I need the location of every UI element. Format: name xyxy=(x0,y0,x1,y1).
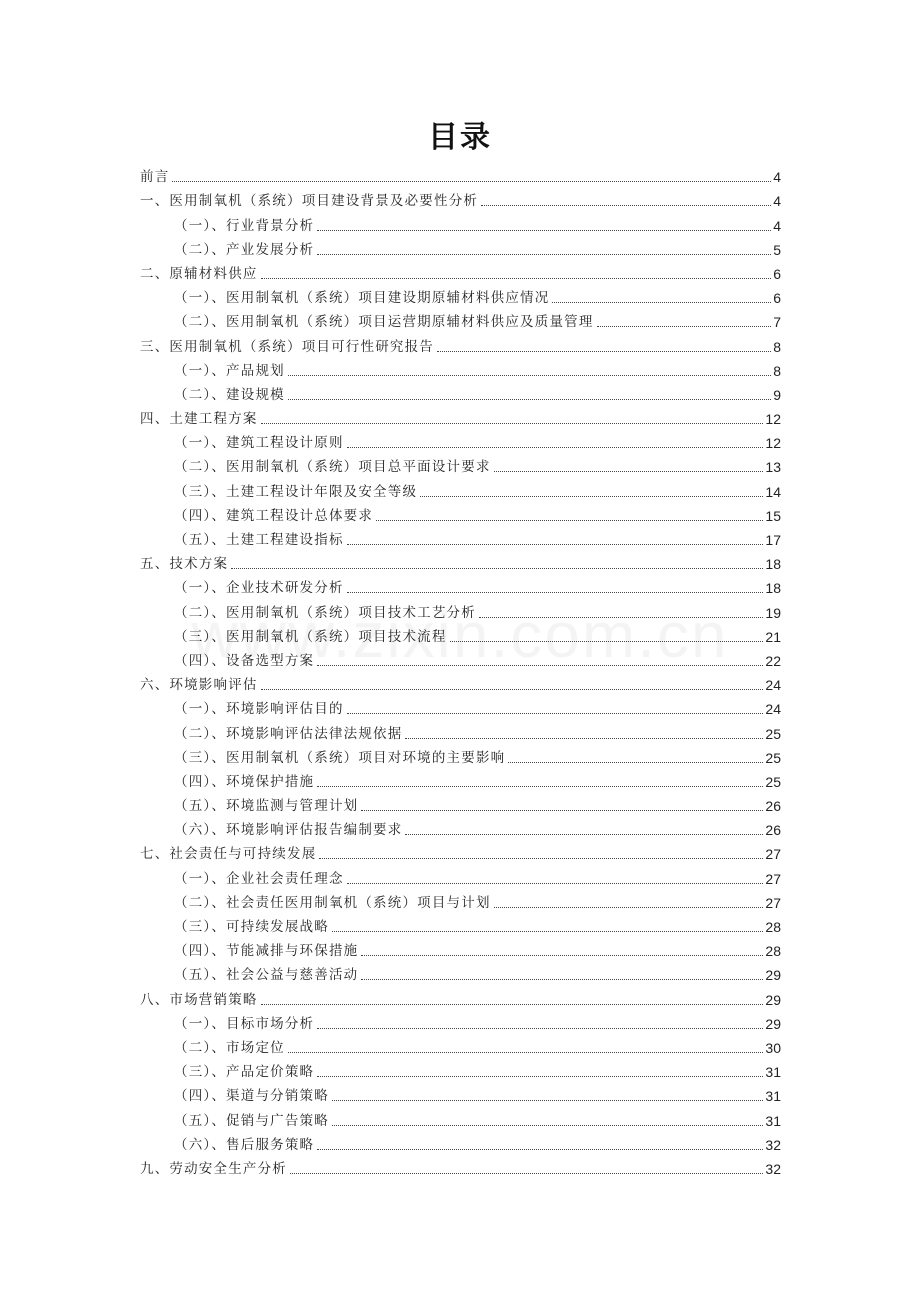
dot-leader xyxy=(494,470,764,472)
toc-subentry[interactable] xyxy=(140,1081,781,1105)
toc-page-number: 19 xyxy=(765,604,781,621)
toc-page-number: 18 xyxy=(765,556,781,573)
toc-page-number: 8 xyxy=(773,338,781,355)
toc-entry[interactable] xyxy=(140,331,781,355)
dot-leader xyxy=(290,1172,763,1174)
toc-page-number: 21 xyxy=(765,628,781,645)
toc-subentry[interactable] xyxy=(140,356,781,380)
dot-leader xyxy=(508,761,763,763)
dot-leader xyxy=(317,229,771,231)
toc-subentry[interactable] xyxy=(140,573,781,597)
toc-entry-label: 一、医用制氧机（系统）项目建设背景及必要性分析 xyxy=(140,193,479,210)
toc-page-number: 29 xyxy=(765,1015,781,1032)
dot-leader xyxy=(317,785,763,787)
dot-leader xyxy=(361,954,763,956)
toc-subentry[interactable] xyxy=(140,428,781,452)
dot-leader xyxy=(552,301,771,303)
toc-page-number: 28 xyxy=(765,919,781,935)
dot-leader xyxy=(347,712,764,714)
dot-leader xyxy=(405,737,763,739)
toc-entry-label: 九、劳动安全生产分析 xyxy=(140,1160,287,1177)
toc-subentry[interactable] xyxy=(140,1009,781,1033)
toc-subentry[interactable] xyxy=(140,452,781,476)
toc-entry-label: （四）、渠道与分销策略 xyxy=(174,1088,329,1105)
toc-page-number: 30 xyxy=(765,1039,781,1056)
toc-entry[interactable] xyxy=(140,984,781,1008)
toc-entry[interactable] xyxy=(140,259,781,283)
toc-entry-label: （一）、目标市场分析 xyxy=(174,1015,315,1032)
dot-leader xyxy=(288,374,771,376)
dot-leader xyxy=(317,1148,763,1150)
toc-page-number: 6 xyxy=(773,265,781,282)
toc-page-number: 6 xyxy=(773,290,781,307)
toc-entry[interactable] xyxy=(140,839,781,863)
toc-page-number: 17 xyxy=(765,532,781,548)
toc-subentry[interactable] xyxy=(140,694,781,718)
dot-leader xyxy=(317,664,763,666)
toc-entry-label: （五）、土建工程建设指标 xyxy=(174,532,344,548)
toc-subentry[interactable] xyxy=(140,646,781,670)
toc-page-number: 13 xyxy=(765,459,781,476)
toc-subentry[interactable] xyxy=(140,1130,781,1154)
toc-entry-label: （一）、企业技术研发分析 xyxy=(174,580,344,597)
toc-page-number: 4 xyxy=(773,217,781,234)
toc-subentry[interactable] xyxy=(140,791,781,815)
toc-page-number: 12 xyxy=(765,435,781,452)
toc-entry[interactable] xyxy=(140,186,781,210)
toc-page-number: 26 xyxy=(765,822,781,839)
toc-page-number: 9 xyxy=(773,386,781,403)
toc-page-number: 31 xyxy=(765,1064,781,1081)
dot-leader xyxy=(332,1124,763,1126)
toc-entry-label: （六）、环境影响评估报告编制要求 xyxy=(174,822,403,839)
toc-page-number: 28 xyxy=(765,943,781,960)
dot-leader xyxy=(261,1003,764,1005)
toc-entry-label: （五）、环境监测与管理计划 xyxy=(174,798,359,815)
dot-leader xyxy=(437,350,771,352)
toc-subentry[interactable] xyxy=(140,743,781,767)
dot-leader xyxy=(288,1051,764,1053)
toc-entry-label: （五）、促销与广告策略 xyxy=(174,1112,329,1129)
toc-page-number: 25 xyxy=(765,773,781,790)
dot-leader xyxy=(317,253,771,255)
toc-subentry[interactable] xyxy=(140,767,781,791)
toc-entry-label: （四）、节能减排与环保措施 xyxy=(174,943,359,960)
toc-entry-label: （一）、企业社会责任理念 xyxy=(174,870,344,887)
dot-leader xyxy=(172,180,771,182)
toc-entry-label: （一）、建筑工程设计原则 xyxy=(174,435,344,452)
dot-leader xyxy=(261,277,772,279)
toc-page-number: 32 xyxy=(765,1160,781,1177)
toc-entry-label: （二）、建设规模 xyxy=(174,386,285,403)
toc-entry-label: （六）、售后服务策略 xyxy=(174,1136,315,1153)
toc-subentry[interactable] xyxy=(140,888,781,912)
toc-page-number: 7 xyxy=(773,314,781,331)
dot-leader xyxy=(347,446,764,448)
table-of-contents xyxy=(140,162,781,1178)
toc-subentry[interactable] xyxy=(140,1057,781,1081)
toc-entry-label: （二）、医用制氧机（系统）项目运营期原辅材料供应及质量管理 xyxy=(174,314,594,331)
toc-entry[interactable] xyxy=(140,670,781,694)
toc-entry-label: （三）、土建工程设计年限及安全等级 xyxy=(174,483,418,500)
toc-entry-label: （三）、医用制氧机（系统）项目对环境的主要影响 xyxy=(174,749,506,766)
toc-entry-label: 二、原辅材料供应 xyxy=(140,265,258,282)
toc-entry-label: （一）、产品规划 xyxy=(174,362,285,379)
toc-entry[interactable] xyxy=(140,404,781,428)
toc-subentry[interactable] xyxy=(140,718,781,742)
toc-page-number: 29 xyxy=(765,967,781,984)
dot-leader xyxy=(317,1027,763,1029)
dot-leader xyxy=(347,543,764,545)
toc-entry-label: 四、土建工程方案 xyxy=(140,411,258,428)
toc-entry-label: （一）、行业背景分析 xyxy=(174,217,315,234)
toc-entry-label: 前言 xyxy=(140,169,170,186)
toc-subentry[interactable] xyxy=(140,597,781,621)
toc-page-number: 32 xyxy=(765,1136,781,1153)
dot-leader xyxy=(231,567,763,569)
toc-page-number: 25 xyxy=(765,725,781,742)
toc-subentry[interactable] xyxy=(140,283,781,307)
dot-leader xyxy=(481,204,771,206)
dot-leader xyxy=(317,1075,763,1077)
toc-entry-label: （四）、建筑工程设计总体要求 xyxy=(174,507,374,524)
dot-leader xyxy=(494,906,764,908)
dot-leader xyxy=(479,616,763,618)
toc-page-number: 25 xyxy=(765,749,781,766)
toc-entry-label: （三）、可持续发展战略 xyxy=(174,919,329,935)
toc-page-number: 5 xyxy=(773,241,781,258)
dot-leader xyxy=(376,519,763,521)
toc-entry-label: （二）、医用制氧机（系统）项目总平面设计要求 xyxy=(174,459,491,476)
toc-subentry[interactable] xyxy=(140,1033,781,1057)
dot-leader xyxy=(361,809,763,811)
toc-page-number: 22 xyxy=(765,652,781,669)
toc-page-number: 24 xyxy=(765,701,781,718)
toc-subentry[interactable] xyxy=(140,476,781,500)
toc-entry-label: （四）、设备选型方案 xyxy=(174,652,315,669)
dot-leader xyxy=(261,422,764,424)
dot-leader xyxy=(420,495,763,497)
toc-entry-label: （三）、产品定价策略 xyxy=(174,1064,315,1081)
dot-leader xyxy=(450,640,764,642)
dot-leader xyxy=(288,398,771,400)
toc-page-number: 14 xyxy=(765,483,781,500)
toc-entry-label: （三）、医用制氧机（系统）项目技术流程 xyxy=(174,628,447,645)
toc-entry-label: （二）、环境影响评估法律法规依据 xyxy=(174,725,403,742)
toc-page-number: 31 xyxy=(765,1088,781,1105)
toc-page-number: 15 xyxy=(765,507,781,524)
dot-leader xyxy=(405,833,763,835)
toc-page-number: 31 xyxy=(765,1112,781,1129)
toc-entry-label: 六、环境影响评估 xyxy=(140,677,258,694)
toc-subentry[interactable] xyxy=(140,210,781,234)
dot-leader xyxy=(332,930,763,932)
toc-page-number: 8 xyxy=(773,362,781,379)
dot-leader xyxy=(261,688,764,690)
dot-leader xyxy=(361,978,763,980)
page-title: 目录 xyxy=(428,120,492,155)
toc-entry-label: （二）、社会责任医用制氧机（系统）项目与计划 xyxy=(174,894,491,911)
toc-subentry[interactable] xyxy=(140,307,781,331)
toc-subentry[interactable] xyxy=(140,501,781,525)
toc-page-number: 27 xyxy=(765,894,781,911)
toc-entry-label: （五）、社会公益与慈善活动 xyxy=(174,967,359,984)
toc-subentry[interactable] xyxy=(140,380,781,404)
toc-subentry[interactable] xyxy=(140,960,781,984)
toc-entry-label: （二）、市场定位 xyxy=(174,1039,285,1056)
toc-subentry[interactable] xyxy=(140,1105,781,1129)
dot-leader xyxy=(332,1099,763,1101)
toc-page-number: 27 xyxy=(765,846,781,863)
toc-entry[interactable] xyxy=(140,162,781,186)
toc-entry[interactable] xyxy=(140,1154,781,1178)
toc-page-number: 29 xyxy=(765,991,781,1008)
toc-subentry[interactable] xyxy=(140,525,781,549)
toc-entry-label: （二）、产业发展分析 xyxy=(174,241,315,258)
toc-subentry[interactable] xyxy=(140,936,781,960)
toc-page-number: 24 xyxy=(765,677,781,694)
toc-page-number: 4 xyxy=(773,169,781,186)
toc-entry-label: （一）、环境影响评估目的 xyxy=(174,701,344,718)
toc-subentry[interactable] xyxy=(140,235,781,259)
dot-leader xyxy=(319,857,763,859)
toc-entry[interactable] xyxy=(140,549,781,573)
toc-entry-label: 三、医用制氧机（系统）项目可行性研究报告 xyxy=(140,338,434,355)
toc-page-number: 26 xyxy=(765,798,781,815)
toc-subentry[interactable] xyxy=(140,622,781,646)
dot-leader xyxy=(347,591,764,593)
toc-subentry[interactable] xyxy=(140,863,781,887)
toc-entry-label: （一）、医用制氧机（系统）项目建设期原辅材料供应情况 xyxy=(174,290,550,307)
toc-entry-label: 八、市场营销策略 xyxy=(140,991,258,1008)
toc-entry-label: 五、技术方案 xyxy=(140,556,229,573)
toc-subentry[interactable] xyxy=(140,815,781,839)
dot-leader xyxy=(597,325,772,327)
toc-entry-label: 七、社会责任与可持续发展 xyxy=(140,846,317,863)
toc-entry-label: （二）、医用制氧机（系统）项目技术工艺分析 xyxy=(174,604,476,621)
toc-page-number: 12 xyxy=(765,411,781,428)
dot-leader xyxy=(347,882,764,884)
toc-page-number: 27 xyxy=(765,870,781,887)
toc-page-number: 18 xyxy=(765,580,781,597)
toc-subentry[interactable] xyxy=(140,912,781,936)
toc-page-number: 4 xyxy=(773,193,781,210)
toc-entry-label: （四）、环境保护措施 xyxy=(174,773,315,790)
